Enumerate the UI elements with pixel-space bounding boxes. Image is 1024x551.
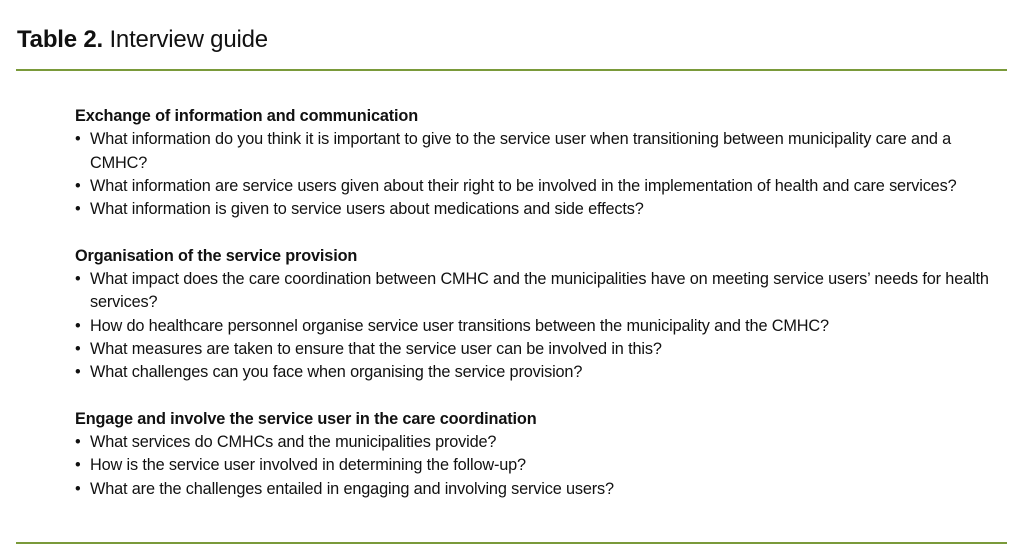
section-engage-and-involve <box>75 408 995 501</box>
list-item: • What impact does the care coordination between CMHC and the municipalities have on meeting service users’ needs for health services? <box>75 270 989 312</box>
table-caption: Interview guide <box>109 26 268 53</box>
bullet-icon: • <box>75 363 81 382</box>
list-item: • What information are service users given about their right to be involved in the implementation of health and care services? <box>75 175 995 198</box>
list-item: • What services do CMHCs and the municipalities provide? <box>75 431 995 454</box>
section-heading: Exchange of information and communication <box>75 107 419 125</box>
bullet-icon: • <box>75 176 81 195</box>
bullet-icon: • <box>75 456 81 475</box>
bullet-icon: • <box>75 339 81 358</box>
bullet-icon: • <box>75 316 81 335</box>
bullet-icon: • <box>75 130 81 149</box>
list-item: • How is the service user involved in determining the follow-up? <box>75 454 995 477</box>
section-exchange-of-information <box>75 105 995 221</box>
section-organisation-of-service <box>75 245 995 385</box>
list-item: • What measures are taken to ensure that the service user can be involved in this? <box>75 338 995 361</box>
bullet-icon: • <box>75 270 81 289</box>
bullet-icon: • <box>75 200 81 219</box>
bottom-rule <box>16 542 1007 544</box>
list-item: • How do healthcare personnel organise service user transitions between the municipality and the CMHC? <box>75 315 995 338</box>
bullet-icon: • <box>75 479 81 498</box>
list-item: • What information do you think it is important to give to the service user when transitioning between municipality care and a CMHC? <box>75 130 952 172</box>
list-item: • What challenges can you face when organising the service provision? <box>75 361 995 384</box>
interview-guide-content <box>75 105 995 524</box>
top-rule <box>16 69 1007 71</box>
table-title <box>17 24 268 56</box>
section-heading: Organisation of the service provision <box>75 246 358 265</box>
table-label: Table 2. <box>17 26 103 53</box>
bullet-icon: • <box>75 433 81 452</box>
list-item: • What are the challenges entailed in engaging and involving service users? <box>75 478 995 501</box>
list-item: • What information is given to service users about medications and side effects? <box>75 198 995 221</box>
section-heading: Engage and involve the service user in the care coordination <box>75 409 537 428</box>
